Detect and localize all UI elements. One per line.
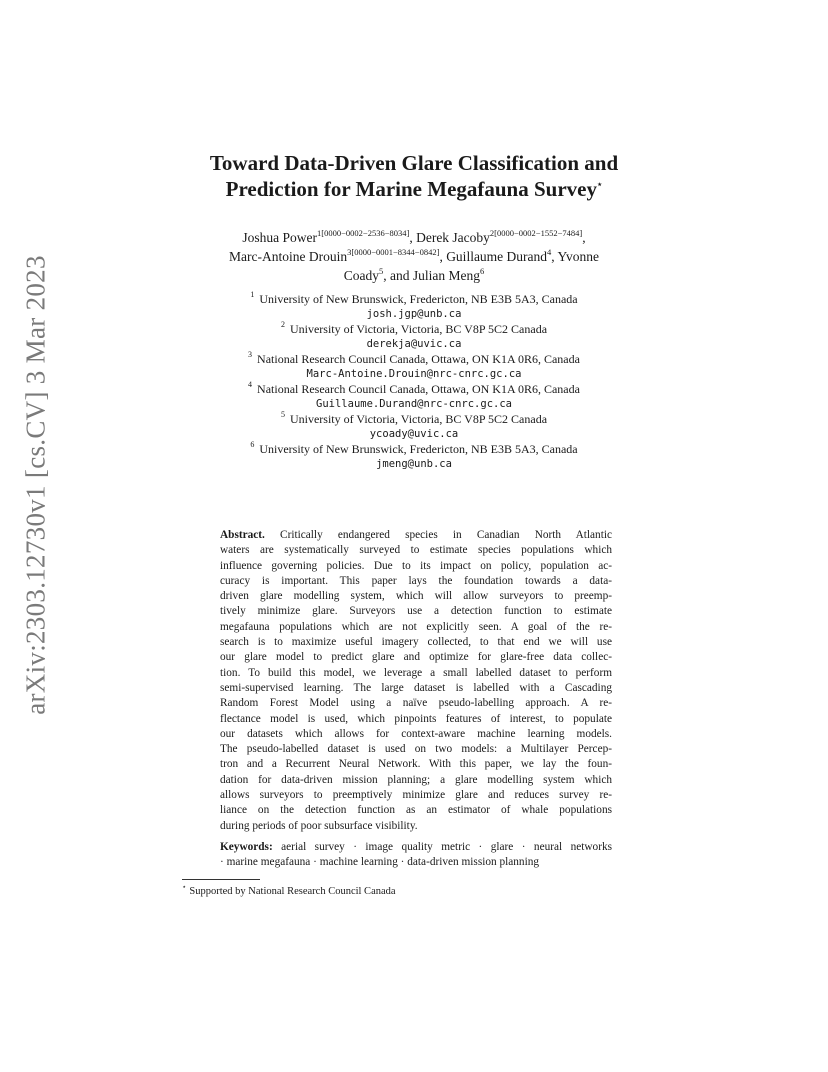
author-line-3 [150,266,678,285]
arxiv-identifier: arXiv:2303.12730v1 [cs.CV] 3 Mar 2023 [20,255,51,715]
affiliation-name: $^3$ National Research Council Canada, Ottawa, ON K1A 0R6, Canada [248,350,580,366]
abstract [220,528,612,834]
abstract-line: flectance model is used, which pinpoints features of interest, to populate [220,712,612,725]
author-orcid: 1[0000−0002−2536−8034] [317,227,410,238]
affiliation-name: $^6$ University of New Brunswick, Fredericton, NB E3B 5A3, Canada [250,440,578,456]
author-name: Derek Jacoby [416,230,490,245]
affiliation-name: $^5$ University of Victoria, Victoria, BC V8P 5C2 Canada [280,410,548,426]
affiliation-name: $^1$ University of New Brunswick, Fredericton, NB E3B 5A3, Canada [250,290,578,306]
abstract-line: waters are systematically surveyed to estimate species populations which [220,544,612,557]
title-line-1: Toward Data-Driven Glare Classification and [209,151,619,175]
author-line-2: Marc-Antoine Drouin$^{3[0000-0001-8344-0842]}$, Guillaume Durand$^4$, Yvonne [229,246,599,264]
affiliation-email: derekja@uvic.ca [366,338,462,350]
affiliation-email: josh.jgp@unb.ca [366,308,462,320]
keywords [220,840,612,871]
affiliation-email: Marc-Antoine.Drouin@nrc-cnrc.gc.ca [306,368,522,380]
author-name: Joshua Power [242,230,318,245]
author-name-part: , Yvonne [551,249,599,264]
abstract-line: tron and a Recurrent Neural Network. With this paper, we lay the foun- [220,758,612,771]
title-footnote-mark: ⋆ [597,179,603,189]
author-affiliation-number: 4 [547,246,552,257]
affiliation-email: Guillaume.Durand@nrc-cnrc.gc.ca [316,398,512,410]
footnote-rule [182,879,260,880]
abstract-line: during periods of poor subsurface visibility. [220,819,418,832]
author-affiliation-number: 6 [480,265,485,276]
title-line-2: Prediction for Marine Megafauna Survey⋆ [225,177,603,201]
abstract-line: curacy is important. This paper lays the foundation towards a data- [220,574,612,587]
affiliation-list [150,292,678,472]
abstract-line: Abstract. Critically endangered species in Canadian North Atlantic [220,529,612,541]
author-name-part: , and Julian Meng [383,268,480,283]
author-orcid: 2[0000−0002−1552−7484] [489,227,583,238]
footnote [182,882,396,897]
affiliation-name: $^4$ National Research Council Canada, Ottawa, ON K1A 0R6, Canada [248,380,580,396]
abstract-line: liance on the detection function as an estimator of whale populations [220,804,612,817]
author-affiliation-number: 5 [379,265,384,276]
abstract-line: allows surveyors to preemptively minimize glare and reduces survey re- [220,789,612,802]
abstract-line: semi-supervised learning. The large dataset is labelled with a Cascading [220,681,612,694]
abstract-line: driven glare modelling system, which will allow surveyors to preemp- [220,590,612,603]
author-list [150,228,678,285]
abstract-line: The pseudo-labelled dataset is used on two models: a Multilayer Percep- [220,743,612,756]
author-name: Guillaume Durand [446,249,548,264]
affiliation-email: ycoady@uvic.ca [369,428,459,440]
affiliation-email: jmeng@unb.ca [376,458,452,470]
abstract-label: Abstract. [220,529,265,541]
keywords-line: Keywords: aerial survey · image quality metric · glare · neural networks [220,841,612,853]
footnote-mark: ⋆ [182,882,187,891]
author-name-part: Coady [343,268,379,283]
abstract-line: tion. To build this model, we leverage a small labelled dataset to perform [220,666,612,679]
abstract-line: influence governing policies. Due to its impact on policy, population ac- [220,559,612,572]
abstract-line: dation for data-driven mission planning; a glare modelling system which [220,773,612,786]
author-name: Marc-Antoine Drouin [229,249,348,264]
abstract-line: tively minimize glare. Surveyors use a detection function to estimate [220,605,612,618]
author-line-1: Joshua Power$^{1[0000-0002-2536-8034]}$, Derek Jacoby$^{2[0000-0002-1552-7484]}$, [242,227,586,245]
abstract-line: Random Forest Model using a naïve pseudo-labelling approach. A re- [220,697,612,710]
author-orcid: 3[0000−0001−8344−0842] [347,246,440,257]
arxiv-sidebar [14,255,58,715]
abstract-line: megafauna populations which are not explicitly seen. A goal of the re- [220,620,612,633]
abstract-line: search is to maximize useful imagery collected, to that end we will use [220,636,612,649]
paper-title [150,150,678,202]
abstract-line: our datasets which allows for context-aware machine learning models. [220,727,612,740]
footnote-text: Supported by National Research Council Canada [189,886,396,897]
affiliation-name: $^2$ University of Victoria, Victoria, BC V8P 5C2 Canada [280,320,548,336]
keywords-line: · marine megafauna · machine learning · data-driven mission planning [220,856,540,869]
abstract-line: our glare model to predict glare and optimize for glare-free data collec- [220,651,612,664]
keywords-label: Keywords: [220,841,273,853]
